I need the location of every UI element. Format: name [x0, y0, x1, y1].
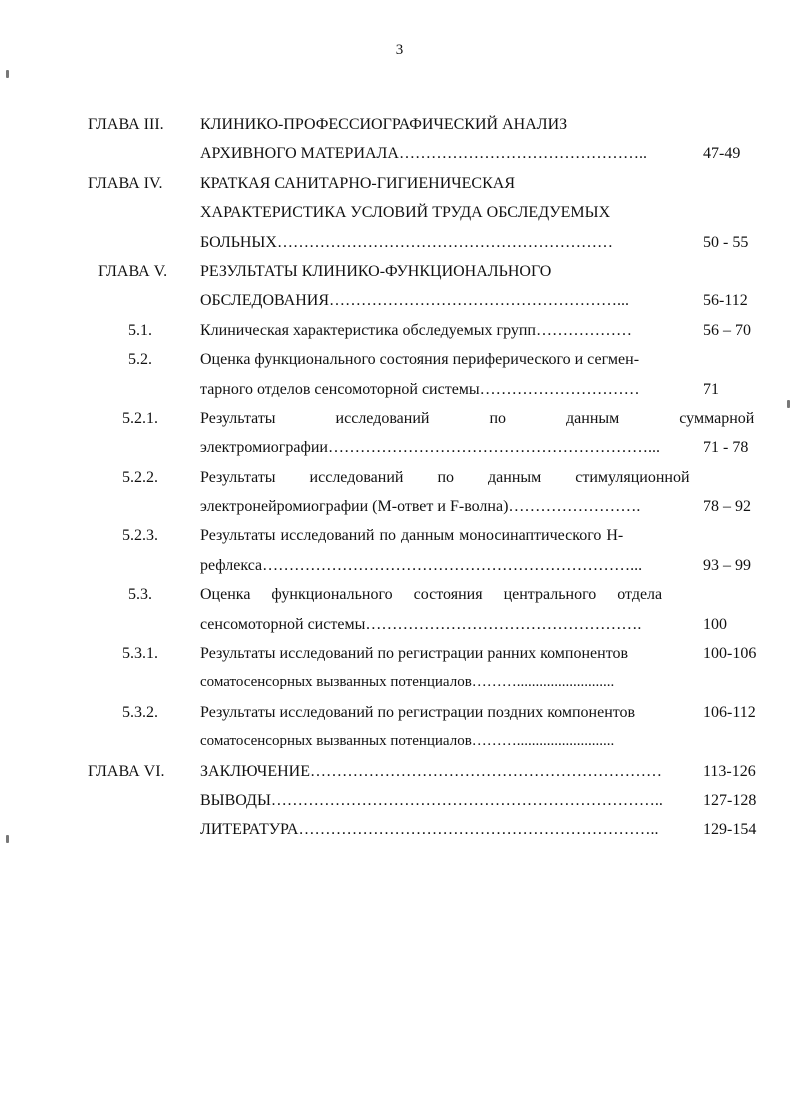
toc-row: [0, 463, 799, 492]
toc-page: 129-154: [703, 821, 757, 839]
toc-page: 100-106: [703, 645, 757, 663]
toc-row: [0, 492, 799, 521]
toc-title: соматосенсорных вызванных потенциалов………..........................: [200, 733, 615, 750]
toc-title: Клиническая характеристика обследуемых групп………………: [200, 321, 632, 339]
toc-label: ГЛАВА V.: [98, 262, 168, 280]
toc-title: Результаты исследований по регистрации ранних компонентов: [200, 645, 629, 663]
scan-mark: [6, 70, 9, 78]
toc-label: 5.1.: [128, 321, 152, 339]
toc-row: [0, 698, 799, 727]
toc-title: ХАРАКТЕРИСТИКА УСЛОВИЙ ТРУДА ОБСЛЕДУЕМЫХ: [200, 204, 611, 222]
toc-page: 47-49: [703, 145, 741, 163]
toc-row: [0, 345, 799, 374]
table-of-contents: [0, 110, 799, 845]
toc-title: ЛИТЕРАТУРА…………………………………………………………..: [200, 821, 659, 839]
toc-title: БОЛЬНЫХ………………………………………………………: [200, 233, 613, 251]
toc-page: 56 – 70: [703, 321, 751, 339]
toc-title: Результаты исследований по данным моносинаптического Н-: [200, 527, 624, 545]
toc-row: [0, 727, 799, 756]
toc-row: [0, 257, 799, 286]
toc-title: ОБСЛЕДОВАНИЯ………………………………………………...: [200, 292, 629, 310]
toc-row: [0, 639, 799, 668]
toc-label: ГЛАВА III.: [88, 116, 164, 133]
toc-title: тарного отделов сенсомоторной системы…………………………: [200, 380, 640, 398]
toc-label: 5.2.2.: [122, 468, 158, 486]
toc-title: Результаты исследований по данным суммарной: [200, 409, 755, 427]
toc-row: [0, 169, 799, 198]
toc-label: 5.3.: [128, 586, 152, 604]
toc-page: 71: [703, 380, 719, 398]
toc-page: 100: [703, 615, 727, 633]
toc-label: 5.3.1.: [122, 645, 158, 663]
toc-row: [0, 228, 799, 257]
toc-row: [0, 610, 799, 639]
page-number: 3: [395, 42, 404, 58]
toc-label: 5.3.2.: [122, 703, 158, 721]
toc-row: [0, 580, 799, 609]
toc-title: сенсомоторной системы…………………………………………….: [200, 615, 642, 633]
toc-row: [0, 375, 799, 404]
toc-row: [0, 139, 799, 168]
toc-title: электронейромиографии (М-ответ и F-волна)…………………….: [200, 498, 641, 516]
toc-title: Результаты исследований по данным стимуляционной: [200, 468, 690, 486]
toc-page: 71 - 78: [703, 439, 749, 457]
toc-title: Оценка функционального состояния периферического и сегмен-: [200, 351, 640, 369]
toc-row: [0, 757, 799, 786]
toc-page: 93 – 99: [703, 556, 751, 574]
toc-title: АРХИВНОГО МАТЕРИАЛА………………………………………..: [200, 145, 647, 163]
toc-label: 5.2.: [128, 351, 152, 369]
toc-page: 127-128: [703, 791, 757, 809]
toc-row: [0, 110, 799, 139]
toc-page: 113-126: [703, 762, 756, 780]
toc-title: рефлекса……………………………………………………………...: [200, 556, 643, 574]
toc-title: КЛИНИКО-ПРОФЕССИОГРАФИЧЕСКИЙ АНАЛИЗ: [200, 116, 568, 133]
toc-label: ГЛАВА IV.: [88, 174, 163, 192]
toc-row: [0, 815, 799, 844]
toc-title: РЕЗУЛЬТАТЫ КЛИНИКО-ФУНКЦИОНАЛЬНОГО: [200, 262, 552, 280]
toc-title: Результаты исследований по регистрации поздних компонентов: [200, 703, 636, 721]
toc-page: 106-112: [703, 703, 756, 721]
toc-title: соматосенсорных вызванных потенциалов………..........................: [200, 674, 615, 691]
toc-page: 50 - 55: [703, 233, 749, 251]
toc-row: [0, 433, 799, 462]
toc-row: [0, 786, 799, 815]
toc-title: Оценка функционального состояния центрального отдела: [200, 586, 663, 604]
toc-row: [0, 286, 799, 315]
toc-label: ГЛАВА VI.: [88, 762, 165, 780]
toc-page: 78 – 92: [703, 498, 751, 516]
toc-row: [0, 316, 799, 345]
toc-title: КРАТКАЯ САНИТАРНО-ГИГИЕНИЧЕСКАЯ: [200, 174, 515, 192]
toc-page: 56-112: [703, 292, 748, 310]
toc-label: 5.2.1.: [122, 409, 158, 427]
toc-row: [0, 668, 799, 697]
toc-label: 5.2.3.: [122, 527, 158, 545]
toc-title: ВЫВОДЫ………………………………………………………………..: [200, 791, 663, 809]
toc-row: [0, 198, 799, 227]
toc-row: [0, 521, 799, 550]
toc-title: ЗАКЛЮЧЕНИЕ…………………………………………………………: [200, 762, 662, 780]
toc-title: электромиографии……………………………………………………...: [200, 439, 660, 457]
toc-row: [0, 551, 799, 580]
toc-row: [0, 404, 799, 433]
